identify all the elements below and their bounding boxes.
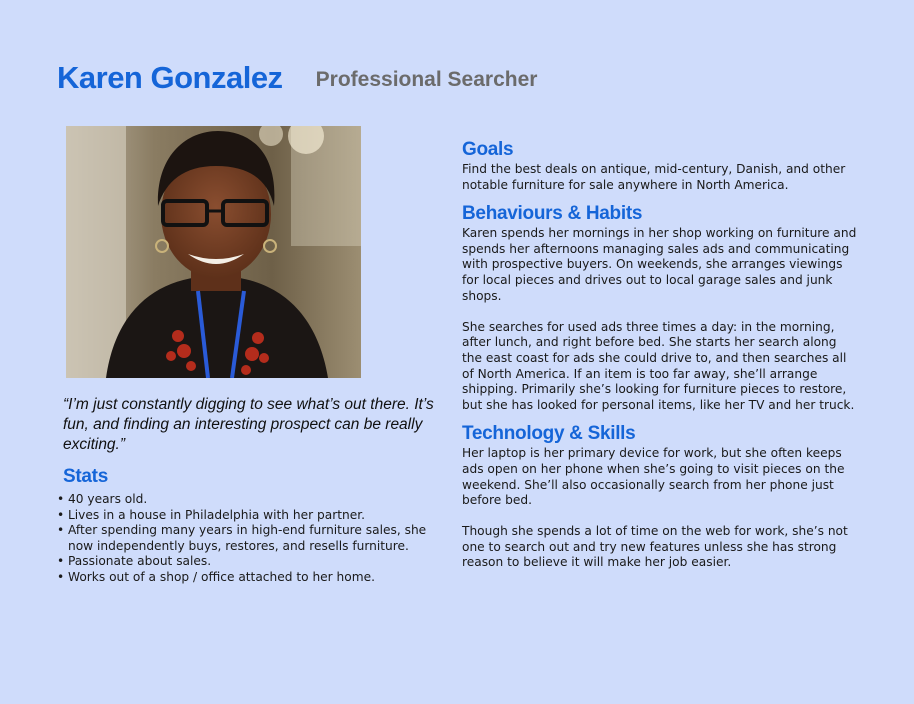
goals-section: [462, 139, 857, 193]
behaviours-text: She searches for used ads three times a day: in the morning, after lunch, and right before bed. She starts her search along the east coast for ads she could drive to, and then searches all of North America. If an item is too far away, she’ll arrange shipping. Primarily she’s looking for furniture pieces to restore, but she has looked for personal items, like her TV and her truck.: [462, 319, 855, 412]
behaviours-heading: Behaviours & Habits: [462, 203, 643, 225]
stats-list: [57, 492, 443, 586]
persona-photo: [66, 126, 361, 378]
goals-text: Find the best deals on antique, mid-century, Danish, and other notable furniture for sale anywhere in North America.: [462, 162, 846, 192]
goals-heading: Goals: [462, 139, 514, 160]
stats-item: • Lives in a house in Philadelphia with her partner.: [57, 508, 443, 524]
persona-quote: “I’m just constantly digging to see what’s out there. It’s fun, and finding an interesting prospect can be really exciting.”: [63, 396, 434, 453]
persona-name: Karen Gonzalez: [57, 60, 283, 95]
technology-heading: Technology & Skills: [462, 423, 636, 445]
persona-role: Professional Searcher: [315, 68, 538, 91]
details-column: [462, 139, 857, 571]
technology-text: Her laptop is her primary device for work, but she often keeps ads open on her phone when she’s going to visit pieces on the weekend. She’ll also occasionally search from her phone just before bed.: [462, 446, 845, 508]
behaviours-section: [462, 203, 857, 413]
stats-item: • Passionate about sales.: [57, 554, 443, 570]
stats-section: [63, 466, 443, 586]
behaviours-text: Karen spends her mornings in her shop working on furniture and spends her afternoons managing sales ads and communicating with prospective buyers. On weekends, she arranges viewings for local pieces and drives out to local garage sales and junk shops.: [462, 226, 857, 303]
technology-text: Though she spends a lot of time on the web for work, she’s not one to search out and try new features unless she has strong reason to believe it will make her job easier.: [462, 524, 848, 570]
technology-section: [462, 423, 857, 571]
stats-heading: Stats: [63, 466, 108, 487]
stats-item: • Works out of a shop / office attached to her home.: [57, 570, 443, 586]
stats-item: • After spending many years in high-end furniture sales, she now independently buys, restores, and resells furniture.: [57, 523, 443, 554]
persona-header: [57, 60, 537, 96]
stats-item: • 40 years old.: [57, 492, 443, 508]
